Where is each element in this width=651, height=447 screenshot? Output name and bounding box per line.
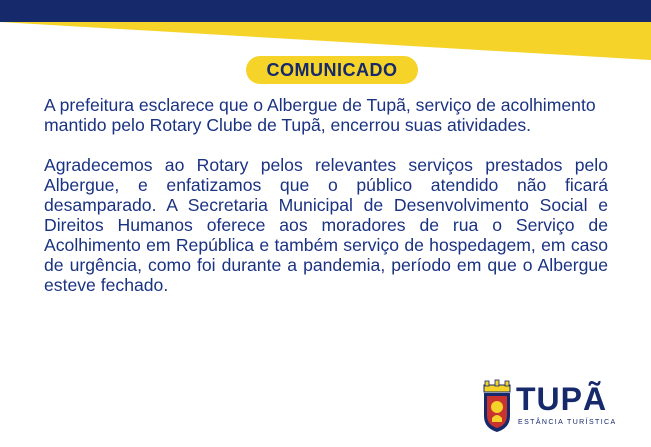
paragraph-acknowledgement: Agradecemos ao Rotary pelos relevantes serviços prestados pelo Albergue, e enfatizamos que o público atendido não ficará desamparado. A Secretaria Municipal de Desenvolvimento Social e Direitos Humanos oferece aos moradores de rua o Serviço de Acolhimento em República e também serviço de hospedagem, em caso de urgência, como foi durante a pandemia, período em que o Albergue esteve fechado. — [44, 155, 608, 295]
announcement-body — [44, 95, 608, 295]
header-navy-bar — [0, 0, 651, 22]
logo-subtitle: ESTÂNCIA TURÍSTICA — [518, 419, 617, 426]
header-yellow-stripe — [0, 22, 651, 60]
header-band — [0, 0, 651, 60]
paragraph-closure: A prefeitura esclarece que o Albergue de Tupã, serviço de acolhimento mantido pelo Rotary Clube de Tupã, encerrou suas atividades. — [44, 95, 596, 135]
announcement-badge — [246, 56, 418, 84]
logo-name: TUPÃ — [516, 381, 608, 417]
announcement-badge-label: COMUNICADO — [266, 59, 398, 80]
